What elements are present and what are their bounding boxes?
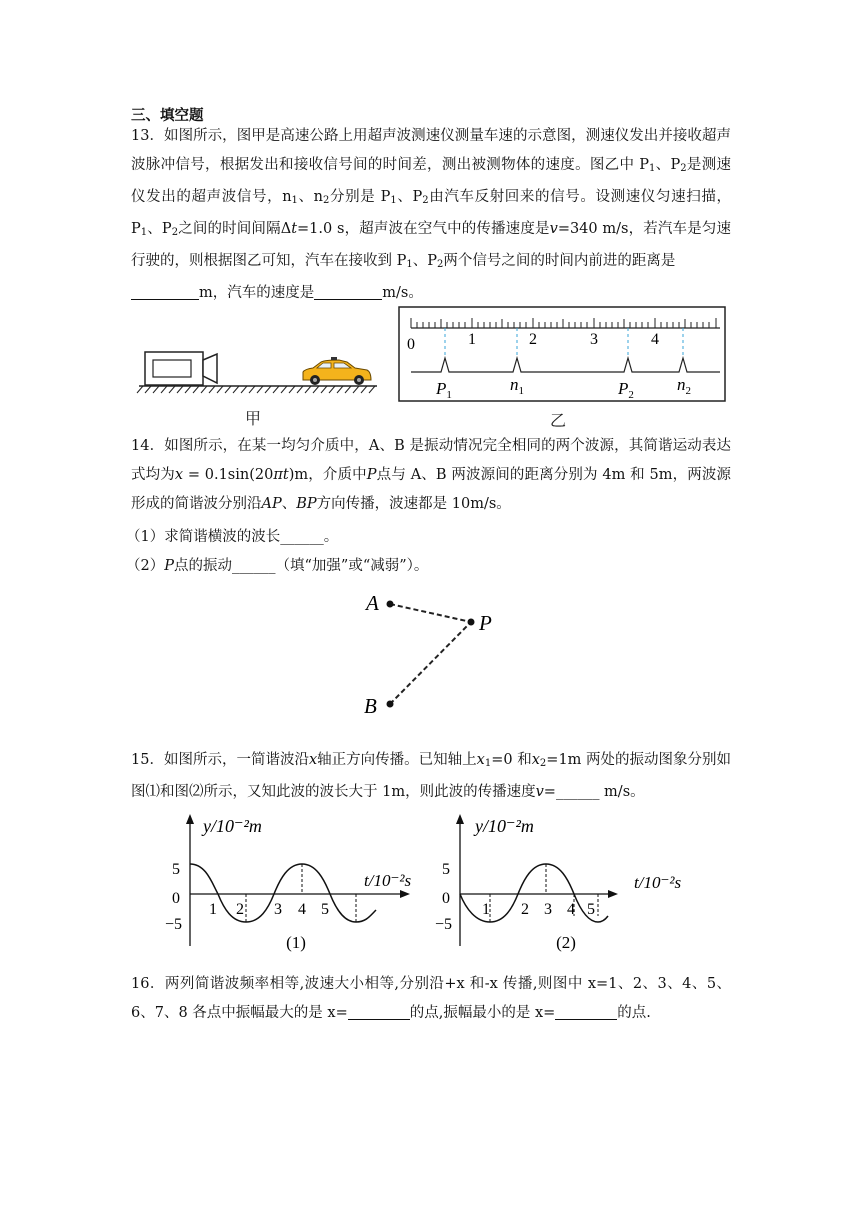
car-icon [303, 357, 371, 385]
x-tick-1: 1 [482, 901, 490, 918]
figure-speed-detector [135, 342, 385, 432]
question-14-text: 14．如图所示，在某一均匀介质中，A、B 是振动情况完全相同的两个波源，其简谐运动表达式均为x = 0.1sin(20πt)m，介质中P点与 A、B 两波源间的距离分别为 4m 和 5m，两波源形成的简谐波分别沿AP、BP方向传播，波速都是 10m/s。 [131, 438, 732, 512]
label-p: P [479, 611, 492, 635]
label-b: B [364, 694, 377, 718]
pulse-label-p2: $P_2$ [618, 379, 634, 401]
x-tick-3: 3 [544, 901, 552, 918]
question-14 [131, 432, 731, 519]
question-16 [131, 970, 731, 1028]
x-tick-4: 4 [567, 901, 575, 918]
answer-blank-max-amplitude[interactable] [348, 1003, 410, 1020]
y-tick-5: 5 [172, 861, 180, 878]
y-tick-5: 5 [442, 861, 450, 878]
graph-caption-2: (2) [556, 933, 576, 952]
scale-number-3: 3 [590, 331, 598, 348]
question-15 [131, 746, 731, 807]
question-14-part-2: （2）P点的振动______（填“加强”或“减弱”）。 [126, 558, 429, 574]
x-tick-5: 5 [587, 901, 595, 918]
line-ap [390, 604, 471, 622]
pulse-label-n1: $n_1$ [510, 375, 524, 397]
figure-wave-sources [358, 586, 518, 721]
scale-number-0: 0 [407, 336, 415, 353]
y-axis-arrow [456, 814, 464, 824]
y-axis-label: y/10⁻²m [203, 816, 262, 836]
answer-blank-distance[interactable] [131, 283, 199, 300]
x-axis-arrow [400, 890, 410, 898]
x-tick-3: 3 [274, 901, 282, 918]
graph-caption-1: (1) [286, 933, 306, 952]
figure-label-yi: 乙 [549, 413, 567, 430]
ground-hatching [137, 386, 375, 393]
point-b [387, 701, 394, 708]
vibration-graph-1 [164, 812, 418, 957]
question-14-part-1: （1）求简谐横波的波长______。 [126, 529, 339, 545]
label-a: A [366, 591, 379, 615]
scale-number-1: 1 [468, 331, 476, 348]
pulse-label-p1: $P_1$ [436, 379, 452, 401]
scale-number-4: 4 [651, 331, 659, 348]
x-tick-5: 5 [321, 901, 329, 918]
answer-blank-min-amplitude[interactable] [555, 1003, 617, 1020]
answer-blank-speed[interactable] [314, 283, 382, 300]
x-axis-label: t/10⁻²s [634, 873, 682, 892]
line-bp [390, 622, 471, 704]
x-tick-4: 4 [298, 901, 306, 918]
x-tick-2: 2 [236, 901, 244, 918]
point-a [387, 601, 394, 608]
question-13 [131, 122, 731, 308]
y-tick-0: 0 [442, 890, 450, 907]
x-axis-label: t/10⁻²s [364, 871, 412, 890]
x-axis-arrow [608, 890, 618, 898]
question-13-text: 13．如图所示，图甲是高速公路上用超声波测速仪测量车速的示意图，测速仪发出并接收超声波脉冲信号，根据发出和接收信号间的时间差，测出被测物体的速度。图乙中 $P_1$、$P_2$是测速仪发出的超声波信号，$n_1$、$n_2$分别是 $P_1$、$P_2$由汽车反射回来的信号。设测速仪匀速扫描，$P_1$、$P_2$之间的时间间隔Δt=1.0 s，超声波在空气中的传播速度是v=340 m/s，若汽车是匀速行驶的，则根据图乙可知，汽车在接收到 $P_1$、$P_2$两个信号之间的时间内前进的距离是 m，汽车的速度是 m/s。 [131, 128, 732, 301]
detector-screen [153, 360, 191, 377]
figure-label-jia: 甲 [244, 411, 262, 428]
x-tick-2: 2 [521, 901, 529, 918]
y-axis-arrow [186, 814, 194, 824]
wave-curve-1 [190, 864, 376, 922]
detector-horn [203, 354, 217, 383]
pulse-label-n2: $n_2$ [677, 375, 691, 397]
y-tick-neg5: −5 [164, 916, 182, 933]
question-16-text: 16．两列简谐波频率相等,波速大小相等,分别沿+x 和-x 传播,则图中 x=1、2、3、4、5、6、7、8 各点中振幅最大的是 x= 的点,振幅最小的是 x= 的点. [131, 976, 732, 1021]
y-tick-neg5: −5 [434, 916, 452, 933]
x-tick-1: 1 [209, 901, 217, 918]
point-p [468, 619, 475, 626]
figure-signal-scale [398, 306, 728, 432]
y-axis-label: y/10⁻²m [475, 816, 534, 836]
section-title: 三、填空题 [131, 107, 204, 124]
question-15-text: 15．如图所示，一简谐波沿x轴正方向传播。已知轴上$x_1=0$ 和$x_2=1m$ 两处的振动图象分别如图⑴和图⑵所示，又知此波的波长大于 1m，则此波的传播速度v=______ m/s。 [131, 752, 732, 800]
y-tick-0: 0 [172, 890, 180, 907]
vibration-graph-2 [434, 812, 708, 957]
scale-number-2: 2 [529, 331, 537, 348]
